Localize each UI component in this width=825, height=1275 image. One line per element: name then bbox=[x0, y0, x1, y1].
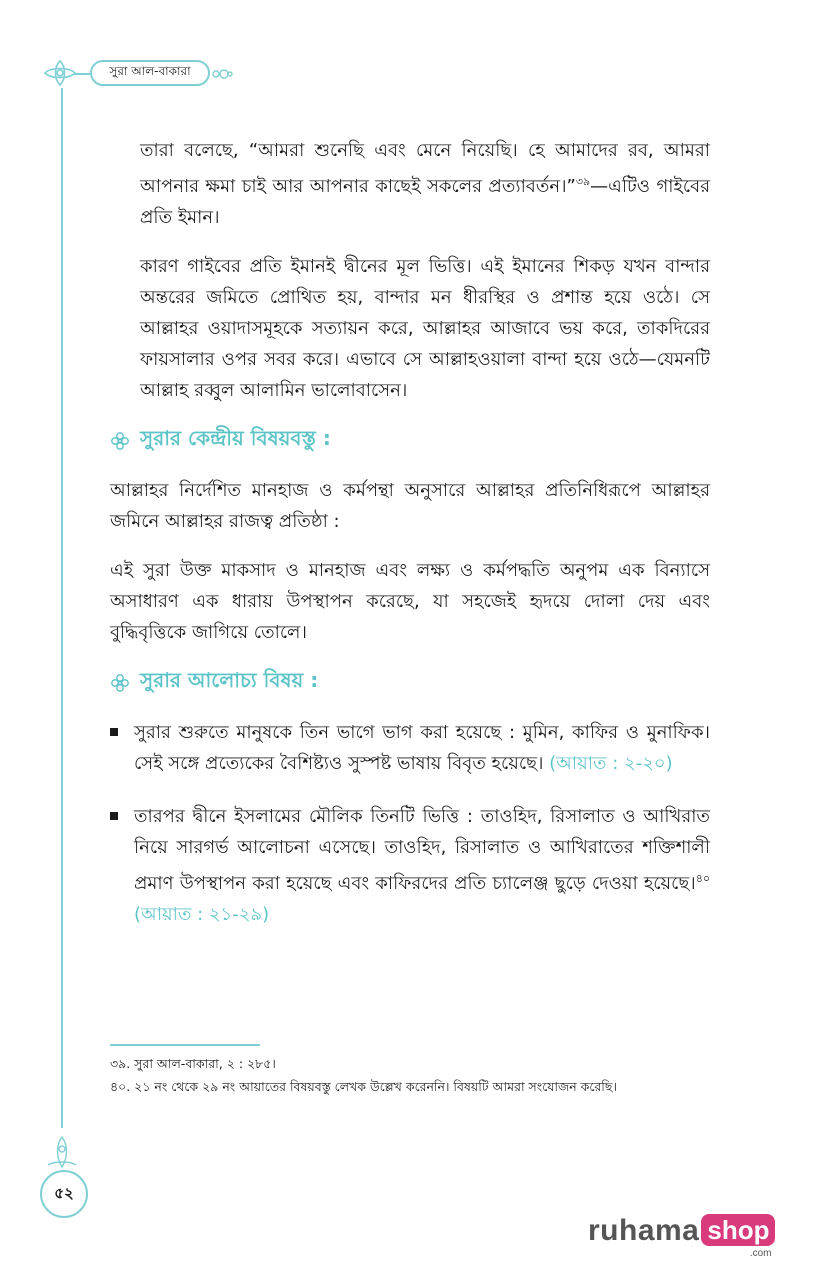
logo-shop-text: shop bbox=[701, 1214, 775, 1246]
footnote-divider bbox=[110, 1044, 260, 1046]
chapter-title-tab bbox=[90, 60, 210, 86]
footnote-40: ৪০. ২১ নং থেকে ২৯ নং আয়াতের বিষয়বস্তু লেখক উল্লেখ করেননি। বিষয়টি আমরা সংযোজন করেছি। bbox=[110, 1079, 617, 1094]
page-number-ornament-icon bbox=[30, 1135, 94, 1175]
footnote-ref-40: ৪০ bbox=[695, 872, 710, 885]
paragraph-quote-text: তারা বলেছে, “আমরা শুনেছি এবং মেনে নিয়েছি। হে আমাদের রব, আমরা আপনার ক্ষমা চাই আর আপনার কাছেই সকলের প্রত্যাবর্তন।” bbox=[140, 140, 710, 197]
footnote-ref-39: ৩৯ bbox=[575, 175, 591, 188]
list-item bbox=[110, 801, 710, 930]
section-heading-text: সুরার কেন্দ্রীয় বিষয়বস্তু : bbox=[140, 426, 331, 450]
list-item-text bbox=[134, 801, 710, 930]
paragraph-iman: কারণ গাইবের প্রতি ইমানই দ্বীনের মূল ভিত্তি। এই ইমানের শিকড় যখন বান্দার অন্তরের জমিতে প্রোথিত হয়, বান্দার মন ধীরস্থির ও প্রশান্ত হয়ে ওঠে। সে আল্লাহর ওয়াদাসমূহকে সত্যায়ন করে, আল্লাহর আজাবে ভয় করে, তাকদিরের ফায়সালার ওপর সবর করে। এভাবে সে আল্লাহওয়ালা বান্দা হয়ে ওঠে—যেমনটি আল্লাহ রব্বুল আলামিন ভালোবাসেন। bbox=[140, 256, 710, 401]
bullet-square-icon bbox=[110, 728, 118, 736]
list-item-body: তারপর দ্বীনে ইসলামের মৌলিক তিনটি ভিত্তি : তাওহিদ, রিসালাত ও আখিরাত নিয়ে সারগর্ভ আলোচনা এসেছে। তাওহিদ, রিসালাত ও আখিরাতের শক্তিশালী প্রমাণ উপস্থাপন করা হয়েছে এবং কাফিরদের প্রতি চ্যালেঞ্জ ছুড়ে দেওয়া হয়েছে। bbox=[134, 806, 710, 894]
flower-icon bbox=[110, 673, 130, 693]
footnotes bbox=[110, 1052, 710, 1098]
page-frame-line bbox=[61, 88, 63, 1128]
paragraph-quote-tail: —এটিও গাইবের প্রতি ইমান। bbox=[140, 176, 710, 228]
list-item-text bbox=[134, 717, 710, 779]
chapter-title: সুরা আল-বাকারা bbox=[109, 64, 191, 78]
list-item bbox=[110, 717, 710, 779]
page-number: ৫২ bbox=[40, 1170, 88, 1218]
paragraph-quote bbox=[110, 135, 710, 233]
section-heading-text: সুরার আলোচ্য বিষয় : bbox=[140, 668, 319, 692]
header-ornament-icon bbox=[42, 58, 78, 88]
ruhamashop-logo bbox=[588, 1214, 775, 1259]
logo-ruhama-text: ruhama bbox=[588, 1214, 700, 1247]
bullet-square-icon bbox=[110, 812, 118, 820]
header-right-ornament-icon bbox=[210, 66, 234, 82]
section-heading-central-theme bbox=[110, 424, 710, 457]
main-content bbox=[110, 135, 710, 952]
paragraph-surah-presentation: এই সুরা উক্ত মাকসাদ ও মানহাজ এবং লক্ষ্য ও কর্মপদ্ধতি অনুপম এক বিন্যাসে অসাধারণ এক ধারায় উপস্থাপন করেছে, যা সহজেই হৃদয়ে দোলা দেয় এবং বুদ্ধিবৃত্তিকে জাগিয়ে তোলে। bbox=[110, 560, 710, 643]
list-item-body: সুরার শুরুতে মানুষকে তিন ভাগে ভাগ করা হয়েছে : মুমিন, কাফির ও মুনাফিক। সেই সঙ্গে প্রত্যেকের বৈশিষ্ট্যও সুস্পষ্ট ভাষায় বিবৃত হয়েছে। bbox=[134, 722, 710, 774]
ayah-reference: (আয়াত : ২১-২৯) bbox=[134, 904, 270, 925]
paragraph-manhaj: আল্লাহর নির্দেশিত মানহাজ ও কর্মপন্থা অনুসারে আল্লাহর প্রতিনিধিরূপে আল্লাহর জমিনে আল্লাহর রাজত্ব প্রতিষ্ঠা : bbox=[110, 480, 710, 532]
section-heading-topics bbox=[110, 666, 710, 699]
flower-icon bbox=[110, 431, 130, 451]
ayah-reference: (আয়াত : ২-২০) bbox=[549, 753, 673, 774]
logo-com-text: .com bbox=[749, 1248, 772, 1259]
footnote-39: ৩৯. সুরা আল-বাকারা, ২ : ২৮৫। bbox=[110, 1056, 276, 1071]
